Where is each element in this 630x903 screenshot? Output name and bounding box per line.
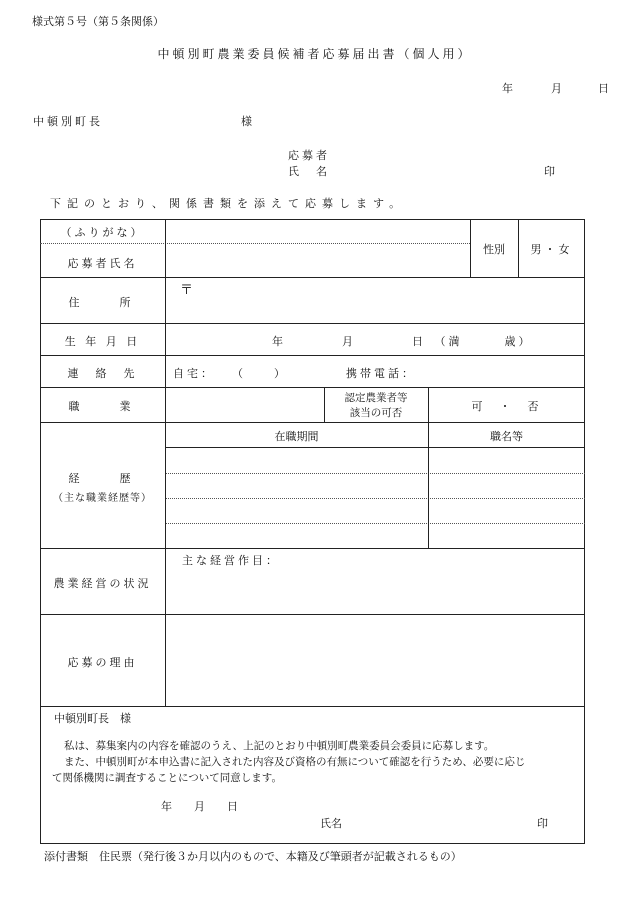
- certified-line2: 該当の可否: [349, 407, 403, 419]
- consent-seal: 印: [537, 817, 548, 830]
- address-input[interactable]: [170, 280, 580, 320]
- applicant-label: 応募者: [288, 149, 330, 162]
- career-label: 経 歴: [68, 472, 137, 485]
- reason-label: 応募の理由: [67, 656, 138, 669]
- consent-addressee: 中頓別町長 様: [54, 712, 131, 725]
- gender-label: 性別: [483, 243, 505, 256]
- occupation-label: 職 業: [68, 400, 137, 413]
- birth-label: 生 年 月 日: [64, 335, 141, 348]
- attachment-note: 添付書類 住民票（発行後３か月以内のもので、本籍及び筆頭者が記載されるもの）: [44, 850, 462, 863]
- date-month: 月: [551, 82, 562, 95]
- page-title: 中頓別町農業委員候補者応募届出書（個人用）: [157, 47, 473, 61]
- consent-line3: て関係機関に調査することについて同意します。: [52, 772, 282, 784]
- applicant-seal: 印: [544, 165, 555, 178]
- address-label: 住 所: [68, 296, 137, 309]
- contact-label: 連 絡 先: [67, 367, 138, 380]
- contact-mobile: 携帯電話：: [346, 367, 416, 380]
- career-sublabel: （主な職業経歴等）: [53, 493, 152, 504]
- farm-crop-label: 主な経営作目：: [182, 554, 280, 567]
- consent-line1: 私は、募集案内の内容を確認のうえ、上記のとおり中頓別町農業委員会委員に応募します。: [64, 740, 495, 752]
- gender-options: 男・女: [530, 243, 573, 256]
- furigana-label: （ふりがな）: [60, 226, 145, 239]
- reason-input[interactable]: [170, 618, 580, 702]
- farm-label: 農業経営の状況: [53, 577, 152, 590]
- career-period-header: 在職期間: [274, 430, 319, 443]
- name-input[interactable]: [170, 248, 465, 274]
- furigana-input[interactable]: [170, 223, 465, 241]
- date-year: 年: [502, 82, 513, 95]
- contact-home: 自宅： （ ）: [173, 367, 288, 380]
- addressee-name: 中頓別町長: [33, 115, 103, 128]
- postal-mark: 〒: [180, 283, 194, 298]
- certified-options: 可 ・ 否: [471, 400, 542, 413]
- form-number: 様式第５号（第５条関係）: [32, 15, 164, 28]
- consent-date: 年 月 日: [161, 800, 238, 813]
- addressee-honorific: 様: [241, 115, 252, 128]
- applicant-name-label: 氏 名: [288, 165, 330, 178]
- date-day: 日: [598, 82, 609, 95]
- consent-line2: また、中頓別町が本申込書に記入された内容及び資格の有無について確認を行うため、必要に応じ: [64, 756, 526, 768]
- birth-value: 年 月 日 （満 歳）: [272, 335, 533, 348]
- consent-name-label: 氏名: [320, 817, 342, 830]
- farm-input[interactable]: [170, 568, 580, 610]
- intro-text: 下記のとおり、関係書類を添えて応募します。: [50, 197, 407, 210]
- career-position-header: 職名等: [490, 430, 523, 443]
- applicant-name-label-cell: 応募者氏名: [67, 257, 138, 270]
- occupation-input[interactable]: [170, 390, 320, 419]
- certified-line1: 認定農業者等: [344, 392, 408, 404]
